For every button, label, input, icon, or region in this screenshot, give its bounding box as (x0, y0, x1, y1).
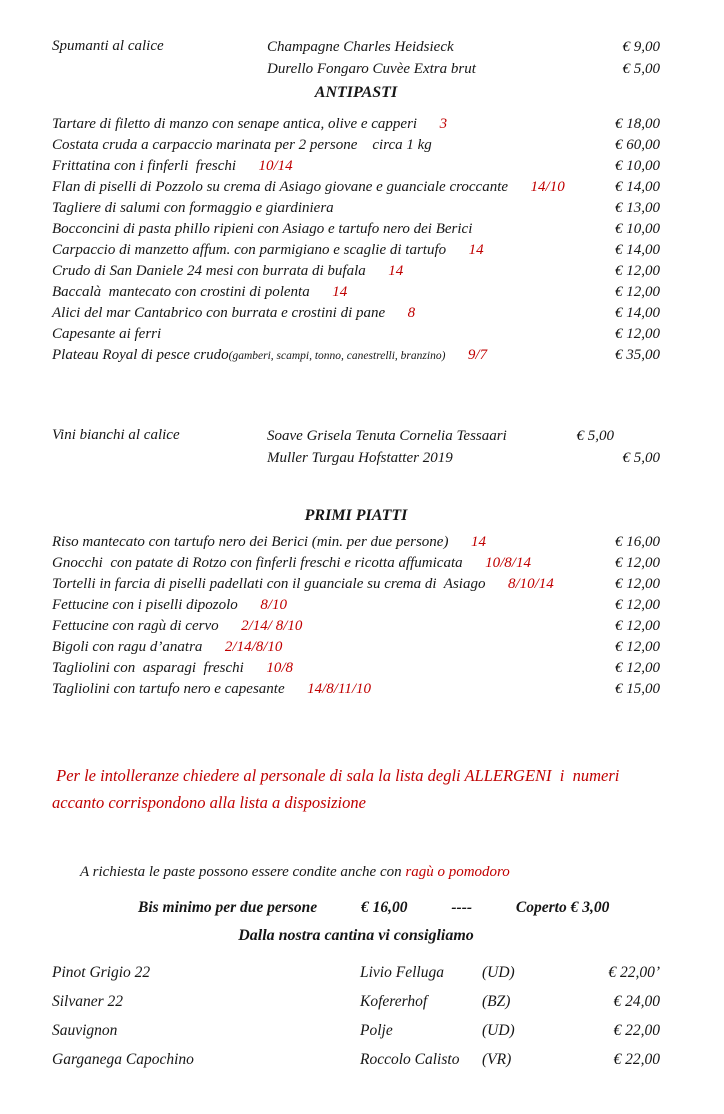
dish-price: € 18,00 (615, 116, 660, 132)
dish-price: € 13,00 (615, 200, 660, 216)
dish-price: € 10,00 (615, 158, 660, 174)
dish-name: Tartare di filetto di manzo con senape antica, olive e capperi (52, 116, 418, 132)
dish-detail: (gamberi, scampi, tonno, canestrelli, branzino) (228, 350, 446, 362)
allergen-numbers: 14 (388, 263, 404, 279)
wine-region: (VR) (482, 1051, 512, 1068)
dish-price: € 12,00 (615, 263, 660, 279)
spumanti-wines (267, 36, 660, 80)
dish-price: € 14,00 (615, 179, 660, 195)
dish-name: Fettucine con ragù di cervo (52, 618, 219, 634)
allergen-numbers: 10/14 (258, 158, 293, 174)
menu-row (52, 595, 660, 616)
bis-price: € 16,00 (361, 899, 408, 916)
dish-name: Fettucine con i piselli dipozolo (52, 597, 238, 613)
wine-row (267, 425, 660, 447)
allergen-numbers: 3 (439, 116, 448, 132)
wine-producer: Polje (360, 1022, 393, 1039)
pasta-note (52, 862, 660, 883)
wine-name: Champagne Charles Heidsieck (267, 39, 454, 55)
allergen-numbers: 14/8/11/10 (307, 681, 372, 697)
dish-name: Flan di piselli di Pozzolo su crema di Asiago giovane e guanciale croccante (52, 179, 509, 195)
wine-name: Durello Fongaro Cuvèe Extra brut (267, 61, 476, 77)
menu-row (52, 156, 660, 177)
dish-price: € 60,00 (615, 137, 660, 153)
cantina-title: Dalla nostra cantina vi consigliamo (238, 927, 474, 944)
wine-price: € 24,00 (613, 993, 660, 1010)
dish-price: € 12,00 (615, 326, 660, 342)
dish-name: Tagliolini con tartufo nero e capesante (52, 681, 285, 697)
wine-price: € 9,00 (622, 39, 660, 55)
spumanti-section (52, 36, 660, 80)
dish-name: Frittatina con i finferli freschi (52, 158, 237, 174)
cantina-row (52, 1045, 660, 1074)
cantina-row (52, 1016, 660, 1045)
menu-row (52, 303, 660, 324)
wine-name: Sauvignon (52, 1022, 118, 1039)
menu-row (52, 282, 660, 303)
cantina-row (52, 987, 660, 1016)
bis-separator: ---- (451, 899, 473, 916)
wine-row (267, 447, 660, 469)
dish-price: € 14,00 (615, 242, 660, 258)
dish-price: € 12,00 (615, 639, 660, 655)
primi-title: PRIMI PIATTI (304, 507, 408, 524)
wine-name: Silvaner 22 (52, 993, 124, 1010)
dish-price: € 16,00 (615, 534, 660, 550)
dish-price: € 12,00 (615, 660, 660, 676)
wine-row (267, 36, 660, 58)
menu-row (52, 240, 660, 261)
wine-producer: Livio Felluga (360, 964, 444, 981)
allergen-numbers: 14/10 (530, 179, 565, 195)
dish-name: Alici del mar Cantabrico con burrata e crostini di pane (52, 305, 386, 321)
dish-price: € 14,00 (615, 305, 660, 321)
dish-price: € 12,00 (615, 597, 660, 613)
allergen-numbers: 9/7 (467, 347, 488, 363)
wine-name: Garganega Capochino (52, 1051, 194, 1068)
menu-row (52, 198, 660, 219)
allergen-numbers: 10/8/14 (485, 555, 531, 571)
wine-name: Muller Turgau Hofstatter 2019 (267, 450, 453, 466)
dish-price: € 12,00 (615, 576, 660, 592)
allergen-numbers: 14 (470, 534, 486, 550)
dish-price: € 12,00 (615, 618, 660, 634)
wine-region: (UD) (482, 964, 515, 981)
cantina-list (52, 958, 660, 1074)
dish-price: € 12,00 (615, 284, 660, 300)
dish-name: Costata cruda a carpaccio marinata per 2 persone circa 1 kg (52, 137, 432, 153)
menu-row (52, 679, 660, 700)
dish-price: € 35,00 (615, 347, 660, 363)
spumanti-label: Spumanti al calice (52, 38, 164, 54)
bis-label: Bis minimo per due persone (138, 899, 318, 916)
dish-price: € 10,00 (615, 221, 660, 237)
dish-price: € 15,00 (615, 681, 660, 697)
dish-name: Carpaccio di manzetto affum. con parmigiano e scaglie di tartufo (52, 242, 447, 258)
allergen-numbers: 2/14/ 8/10 (241, 618, 303, 634)
menu-row (52, 177, 660, 198)
menu-row (52, 616, 660, 637)
vini-bianchi-section (52, 425, 660, 469)
wine-price: € 5,00 (622, 61, 660, 77)
vini-bianchi-label: Vini bianchi al calice (52, 427, 180, 443)
menu-row (52, 114, 660, 135)
allergen-notice: Per le intolleranze chiedere al personale di sala la lista degli ALLERGENI i numeri accanto corrispondono alla lista a disposizione (52, 766, 624, 812)
wine-name: Pinot Grigio 22 (52, 964, 151, 981)
pasta-note-highlight: ragù o pomodoro (405, 864, 510, 880)
menu-row (52, 324, 660, 345)
menu-row (52, 553, 660, 574)
wine-price: € 5,00 (622, 450, 660, 466)
menu-row (52, 532, 660, 553)
dish-name: Bigoli con ragu d’anatra (52, 639, 203, 655)
dish-name: Baccalà mantecato con crostini di polenta (52, 284, 310, 300)
coperto-label: Coperto € 3,00 (515, 899, 610, 916)
bis-coperto-line (52, 897, 660, 918)
wine-name: Soave Grisela Tenuta Cornelia Tessaari (267, 428, 507, 444)
menu-row (52, 261, 660, 282)
menu-row (52, 219, 660, 240)
menu-row (52, 658, 660, 679)
menu-row (52, 135, 660, 156)
allergen-numbers: 8/10/14 (507, 576, 554, 592)
dish-name: Capesante ai ferri (52, 326, 162, 342)
allergen-numbers: 8 (407, 305, 416, 321)
allergen-numbers: 14 (468, 242, 484, 258)
primi-list (52, 532, 660, 700)
dish-name: Tortelli in farcia di piselli padellati con il guanciale su crema di Asiago (52, 576, 486, 592)
dish-name: Tagliere di salumi con formaggio e giardiniera (52, 200, 334, 216)
wine-producer: Kofererhof (360, 993, 428, 1010)
allergen-numbers: 14 (332, 284, 348, 300)
wine-region: (UD) (482, 1022, 515, 1039)
wine-price: € 5,00 (576, 428, 614, 444)
dish-price: € 12,00 (615, 555, 660, 571)
menu-row (52, 345, 660, 367)
dish-name: Riso mantecato con tartufo nero dei Berici (min. per due persone) (52, 534, 449, 550)
vini-bianchi-wines (267, 425, 660, 469)
wine-region: (BZ) (482, 993, 511, 1010)
wine-price: € 22,00 (613, 1022, 660, 1039)
pasta-note-text: A richiesta le paste possono essere condite anche con (80, 864, 406, 880)
menu-row (52, 574, 660, 595)
allergen-numbers: 2/14/8/10 (224, 639, 283, 655)
dish-name: Tagliolini con asparagi freschi (52, 660, 244, 676)
wine-price: € 22,00 (613, 1051, 660, 1068)
menu-row (52, 637, 660, 658)
wine-producer: Roccolo Calisto (360, 1051, 460, 1068)
wine-row (267, 58, 660, 80)
dish-name: Crudo di San Daniele 24 mesi con burrata di bufala (52, 263, 366, 279)
allergen-numbers: 10/8 (266, 660, 293, 676)
dish-name: Gnocchi con patate di Rotzo con finferli freschi e ricotta affumicata (52, 555, 463, 571)
antipasti-list (52, 114, 660, 367)
dish-name: Bocconcini di pasta phillo ripieni con Asiago e tartufo nero dei Berici (52, 221, 473, 237)
dish-name: Plateau Royal di pesce crudo (52, 347, 229, 363)
cantina-row (52, 958, 660, 987)
allergen-numbers: 8/10 (260, 597, 287, 613)
antipasti-title: ANTIPASTI (314, 84, 398, 101)
wine-price: € 22,00’ (608, 964, 660, 981)
